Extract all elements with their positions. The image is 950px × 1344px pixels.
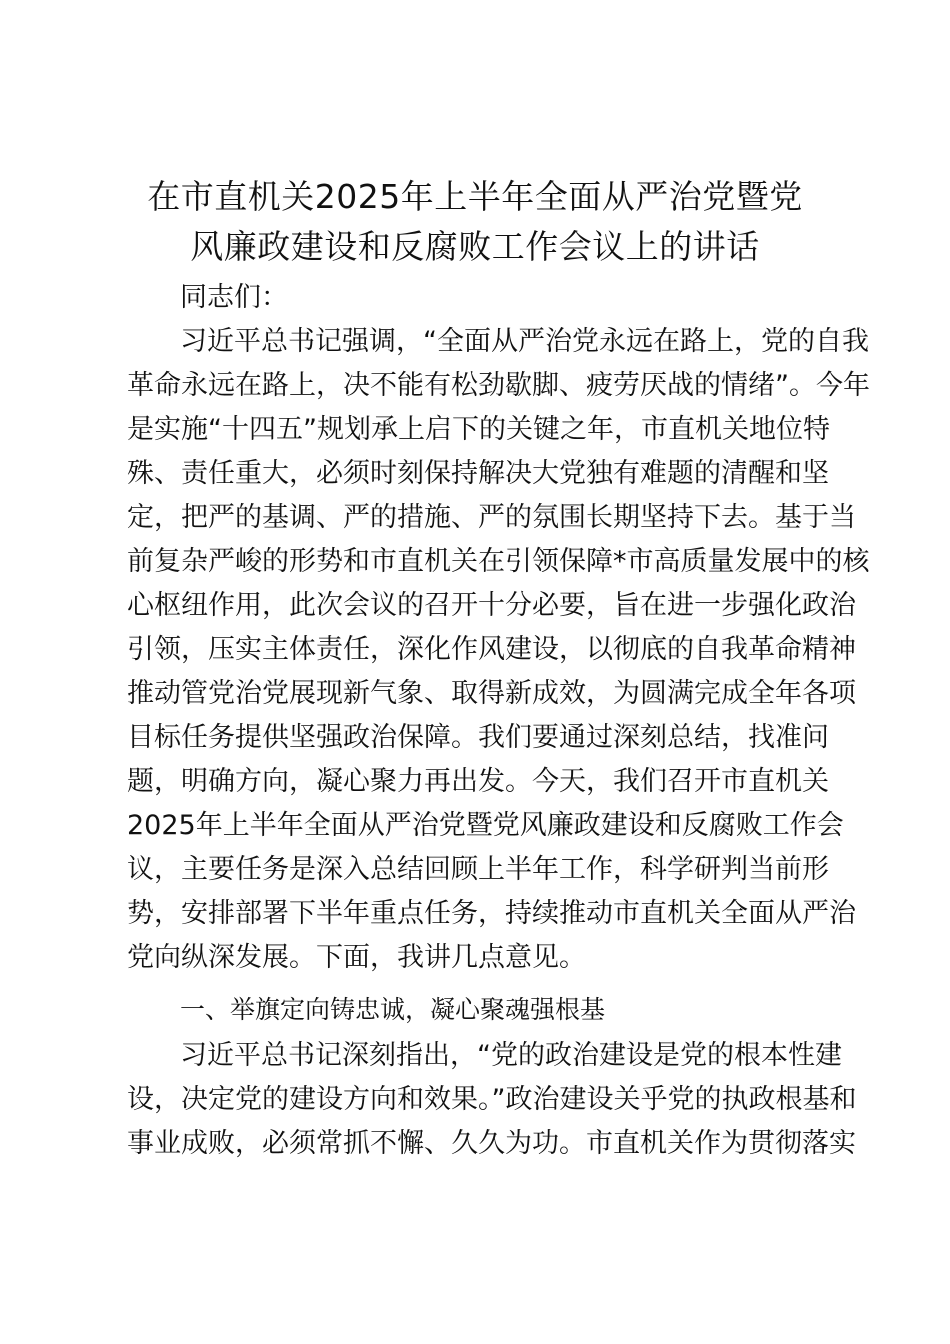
paragraph-line: 题，明确方向，凝心聚力再出发。今天，我们召开市直机关 (127, 766, 829, 797)
paragraph-line: 目标任务提供坚强政治保障。我们要通过深刻总结，找准问 (127, 722, 829, 753)
paragraph-line: 习近平总书记深刻指出，“党的政治建设是党的根本性建 (180, 1040, 842, 1071)
paragraph-line: 习近平总书记强调，“全面从严治党永远在路上，党的自我 (180, 326, 869, 357)
paragraph-line: 事业成败，必须常抓不懈、久久为功。市直机关作为贯彻落实 (127, 1128, 856, 1159)
paragraph-line: 殊、责任重大，必须时刻保持解决大党独有难题的清醒和坚 (127, 458, 829, 489)
section-heading-1: 一、举旗定向铸忠诚，凝心聚魂强根基 (180, 995, 606, 1024)
paragraph-line: 设，决定党的建设方向和效果。”政治建设关乎党的执政根基和 (127, 1084, 857, 1115)
paragraph-line: 是实施“十四五”规划承上启下的关键之年，市直机关地位特 (127, 414, 830, 445)
document-title-line-2: 风廉政建设和反腐败工作会议上的讲话 (190, 227, 760, 266)
document-title-line-1: 在市直机关2025年上半年全面从严治党暨党 (147, 177, 803, 216)
paragraph-line: 推动管党治党展现新气象、取得新成效，为圆满完成全年各项 (127, 678, 856, 709)
salutation: 同志们： (180, 282, 288, 313)
paragraph-line: 革命永远在路上，决不能有松劲歇脚、疲劳厌战的情绪”。今年 (127, 370, 870, 401)
paragraph-line: 定，把严的基调、严的措施、严的氛围长期坚持下去。基于当 (127, 502, 856, 533)
paragraph-line: 引领，压实主体责任，深化作风建设，以彻底的自我革命精神 (127, 634, 856, 665)
paragraph-line: 2025年上半年全面从严治党暨党风廉政建设和反腐败工作会 (127, 810, 844, 841)
paragraph-line: 议，主要任务是深入总结回顾上半年工作，科学研判当前形 (127, 854, 829, 885)
paragraph-line: 心枢纽作用，此次会议的召开十分必要，旨在进一步强化政治 (127, 590, 856, 621)
paragraph-line: 势，安排部署下半年重点任务，持续推动市直机关全面从严治 (127, 898, 856, 929)
paragraph-line: 党向纵深发展。下面，我讲几点意见。 (127, 942, 586, 973)
paragraph-line: 前复杂严峻的形势和市直机关在引领保障*市高质量发展中的核 (127, 546, 870, 577)
